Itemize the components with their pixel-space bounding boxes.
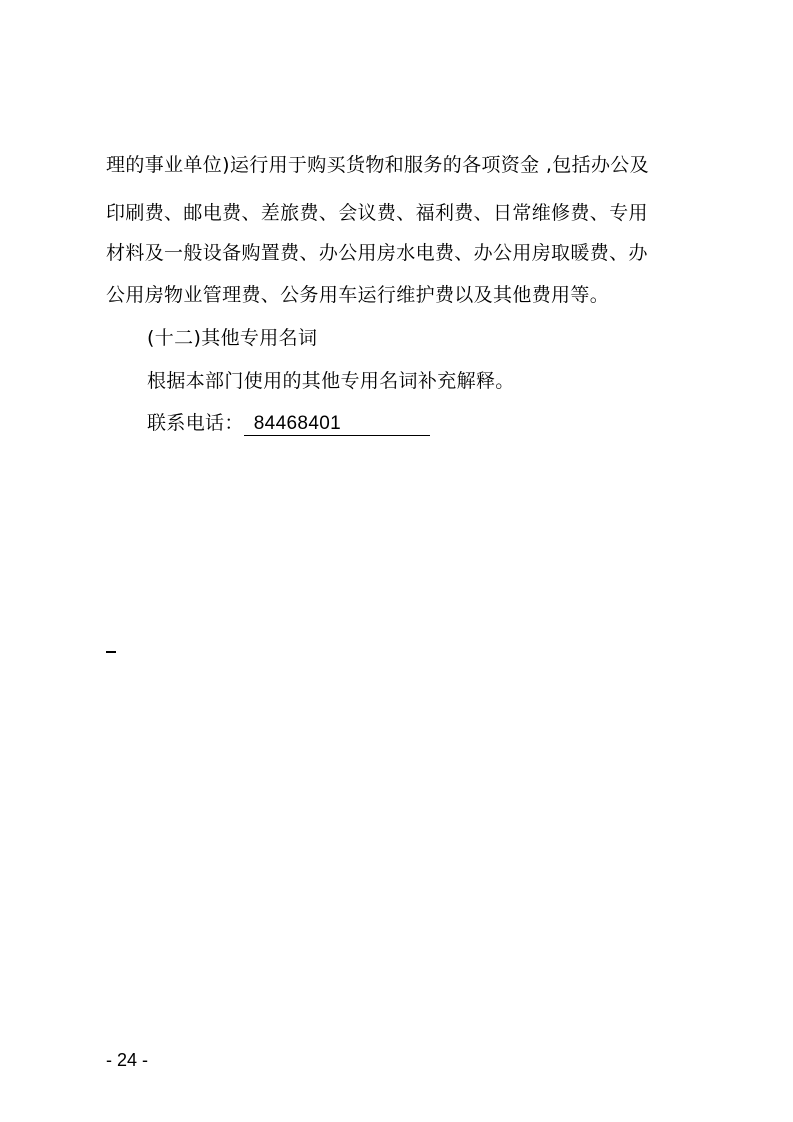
contact-phone: 84468401 — [244, 413, 430, 436]
section-body: 根据本部门使用的其他专用名词补充解释。 — [147, 370, 515, 392]
paragraph-line-4: 公用房物业管理费、公务用车运行维护费以及其他费用等。 — [106, 284, 610, 306]
stray-underscore-mark — [106, 651, 116, 653]
paragraph-line-1: 理的事业单位)运行用于购买货物和服务的各项资金 ,包括办公及 — [106, 154, 649, 176]
section-heading: (十二)其他专用名词 — [147, 327, 318, 349]
paragraph-line-2: 印刷费、邮电费、差旅费、会议费、福利费、日常维修费、专用 — [106, 202, 648, 224]
page-number: - 24 - — [106, 1050, 149, 1070]
contact-label: 联系电话： — [147, 412, 244, 434]
paragraph-line-3: 材料及一般设备购置费、办公用房水电费、办公用房取暖费、办 — [106, 242, 648, 264]
contact-line — [147, 410, 430, 436]
